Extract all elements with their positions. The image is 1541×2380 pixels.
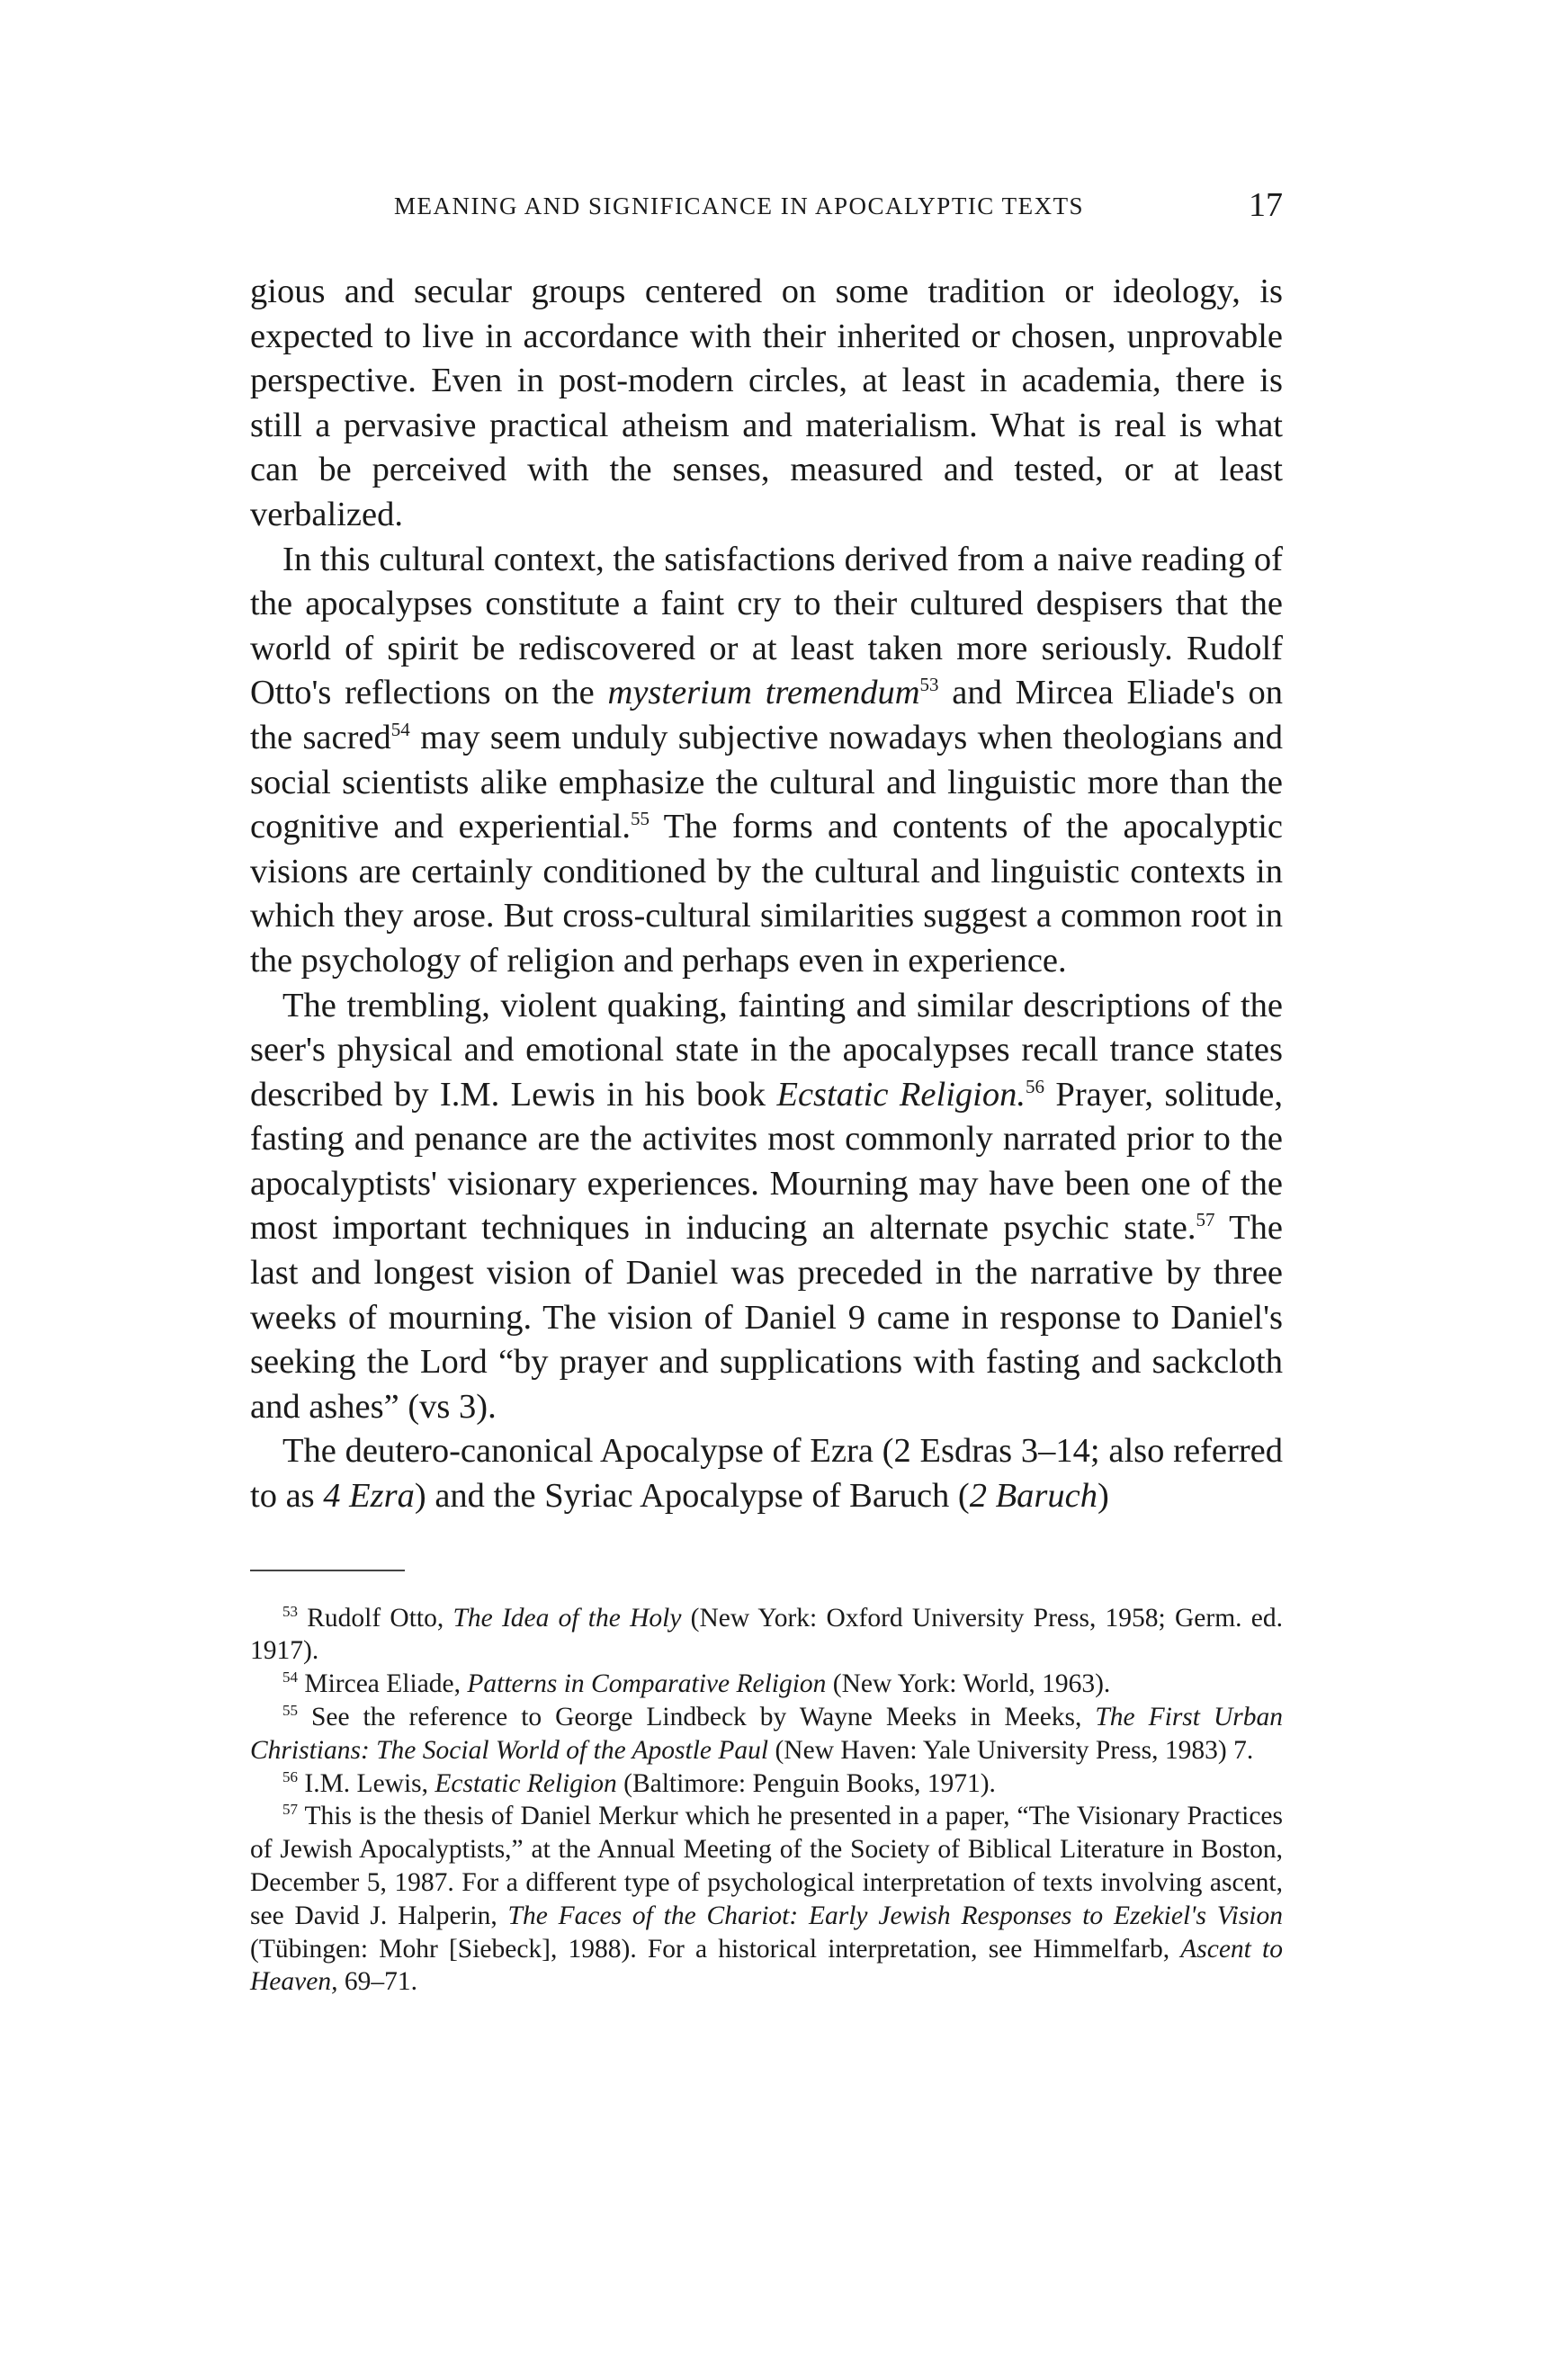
text-span: may seem unduly subjective nowadays when theologians and social scientists alike emphasize the cultural and linguistic more than the cognitive and experiential. (250, 718, 1283, 846)
footnote-53 (250, 1602, 1283, 1669)
text-span: Prayer, solitude, fasting and penance are the activites most commonly narrated prior to the apocalyptists' visionary experiences. Mourning may have been one of the most important techniques in inducing an alternate psychic state. (250, 1075, 1283, 1248)
text-span: Rudolf Otto, (298, 1603, 453, 1633)
footnote-ref-55[interactable]: 55 (630, 808, 650, 830)
page-number: 17 (1249, 186, 1283, 224)
italic-title: Patterns in Comparative Religion (467, 1669, 827, 1699)
footnotes (250, 1602, 1283, 2000)
footnote-ref-56[interactable]: 56 (1025, 1075, 1044, 1097)
text-span: 69–71. (337, 1967, 417, 1997)
text-span: ) (1097, 1477, 1109, 1516)
footnote-55 (250, 1701, 1283, 1767)
italic-title: Ascent to Heaven, (250, 1934, 1283, 1997)
text-span: (New Haven: Yale University Press, 1983) 7. (768, 1735, 1254, 1765)
paragraph-cultural-context (250, 538, 1283, 984)
text-span: See the reference to George Lindbeck by Wayne Meeks in Meeks, (298, 1703, 1096, 1732)
paragraph-ezra-baruch (250, 1429, 1283, 1518)
text-span: (Baltimore: Penguin Books, 1971). (616, 1768, 996, 1798)
italic-title: 2 Baruch (969, 1477, 1098, 1516)
footnote-number: 56 (282, 1767, 298, 1785)
text-span: ) and the Syriac Apocalypse of Baruch ( (414, 1477, 970, 1516)
text-span: This is the thesis of Daniel Merkur which he presented in a paper, “The Visionary Practices of Jewish Apocalyptists,” at the Annual Meeting of the Society of Biblical Literature in Boston, December 5, 1987. For a different type of psychological interpretation of texts involving ascent, see David J. Halperin, (250, 1802, 1283, 1930)
text-span: The deutero-canonical Apocalypse of Ezra (2 Esdras 3–14; also referred to as (250, 1432, 1283, 1516)
text-span: The forms and contents of the apocalyptic visions are certainly conditioned by the cultural and linguistic contexts in which they arose. But cross-cultural similarities suggest a common root in the psychology of religion and perhaps even in experience. (250, 808, 1283, 980)
text-span: (New York: Oxford University Press, 1958; Germ. ed. 1917). (250, 1603, 1283, 1666)
footnote-number: 53 (282, 1602, 298, 1620)
running-title: MEANING AND SIGNIFICANCE IN APOCALYPTIC TEXTS (394, 192, 1085, 219)
text-span: (Tübingen: Mohr [Siebeck], 1988). For a historical interpretation, see Himmelfarb, (250, 1934, 1181, 1964)
footnote-divider (250, 1570, 405, 1571)
footnote-number: 55 (282, 1702, 298, 1720)
italic-title: Ecstatic Religion (435, 1768, 617, 1798)
book-page (250, 180, 1283, 1999)
footnote-56 (250, 1767, 1283, 1801)
footnote-ref-53[interactable]: 53 (919, 674, 939, 696)
running-head (250, 180, 1283, 234)
footnote-ref-54[interactable]: 54 (390, 719, 410, 741)
italic-title: The Idea of the Holy (452, 1603, 682, 1633)
paragraph-trance-states (250, 984, 1283, 1430)
italic-title: 4 Ezra (323, 1477, 415, 1516)
paragraph-continued: gious and secular groups centered on some tradition or ideology, is expected to live in accordance with their inherited or chosen, unprovable perspective. Even in post-modern circles, at least in academia, there is still a pervasive practical atheism and materialism. What is real is what can be perceived with the senses, measured and tested, or at least verbalized. (250, 273, 1283, 533)
body-text (250, 270, 1283, 1519)
text-span: Mircea Eliade, (298, 1669, 468, 1699)
italic-title: Ecstatic Religion. (776, 1075, 1026, 1114)
text-span: I.M. Lewis, (298, 1768, 435, 1798)
italic-term: mysterium tremendum (607, 674, 920, 712)
text-span: The last and longest vision of Daniel was preceded in the narrative by three weeks of mourning. The vision of Daniel 9 came in response to Daniel's seeking the Lord “by prayer and supplications with fasting and sackcloth and ashes” (vs 3). (250, 1209, 1283, 1426)
text-span: (New York: World, 1963). (826, 1669, 1111, 1699)
footnote-54 (250, 1668, 1283, 1701)
text-span: and Mircea Eliade's on the sacred (250, 674, 1283, 756)
text-span: In this cultural context, the satisfactions derived from a naive reading of the apocalypses constitute a faint cry to their cultured despisers that the world of spirit be rediscovered or at least taken more seriously. Rudolf Otto's reflections on the (250, 540, 1283, 712)
footnote-number: 54 (282, 1669, 298, 1687)
footnote-ref-57[interactable]: 57 (1196, 1209, 1215, 1231)
footnote-number: 57 (282, 1801, 298, 1819)
italic-title: The First Urban Christians: The Social World of the Apostle Paul (250, 1703, 1283, 1765)
text-span: The trembling, violent quaking, fainting and similar descriptions of the seer's physical and emotional state in the apocalypses recall trance states described by I.M. Lewis in his book (250, 986, 1283, 1114)
footnote-57 (250, 1800, 1283, 1999)
italic-title: The Faces of the Chariot: Early Jewish Responses to Ezekiel's Vision (507, 1901, 1283, 1930)
